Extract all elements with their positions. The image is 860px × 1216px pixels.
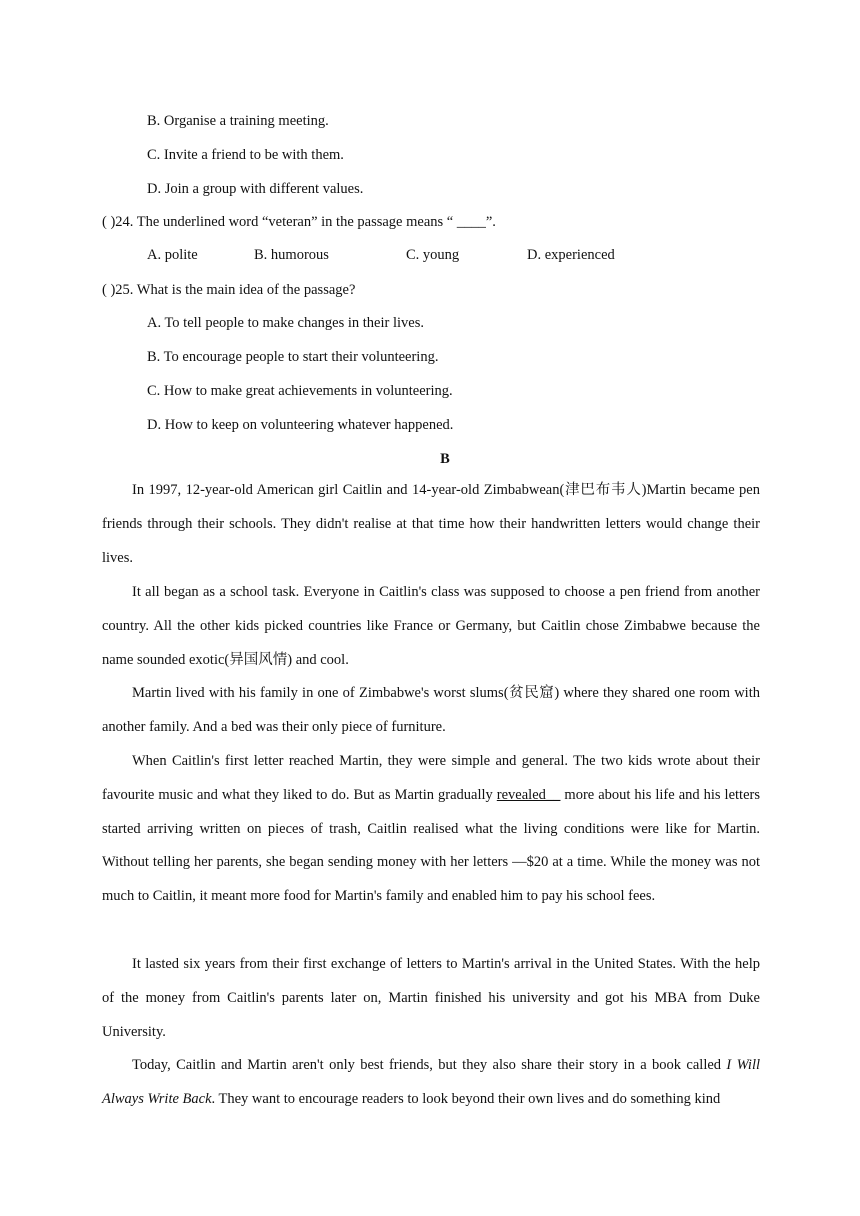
q25-option-d: D. How to keep on volunteering whatever happened.: [147, 417, 454, 433]
paragraph-3: Martin lived with his family in one of Zimbabwe's worst slums(贫民窟) where they shared one room with another family. And a bed was their only piece of furniture.: [102, 685, 760, 735]
q23-option-b: B. Organise a training meeting.: [147, 113, 329, 129]
q25-stem: ( )25. What is the main idea of the passage?: [102, 282, 356, 298]
q24-option-d: D. experienced: [527, 247, 615, 263]
paragraph-5: It lasted six years from their first exchange of letters to Martin's arrival in the United States. With the help of the money from Caitlin's parents later on, Martin finished his university and got his MBA from Duke University.: [102, 956, 760, 1040]
q24-option-a: A. polite: [147, 247, 198, 263]
paragraph-6: [102, 1049, 760, 1117]
book-title: I Will Always Write Back: [102, 1057, 760, 1107]
q25-option-a: A. To tell people to make changes in their lives.: [147, 315, 424, 331]
paragraph-4: [102, 745, 760, 914]
underlined-word: revealed__: [496, 786, 561, 803]
q24-option-c: C. young: [406, 247, 460, 263]
paragraph-6-text-start: Today, Caitlin and Martin aren't only best friends, but they also share their story in a book called: [132, 1057, 727, 1073]
q23-option-c: C. Invite a friend to be with them.: [147, 147, 344, 163]
paragraph-4-text-start: When Caitlin's first letter reached Martin, they were simple and general. The two kids wrote about their favourite music and what they liked to do. But as Martin gradually: [102, 753, 760, 803]
q24-option-b: B. humorous: [254, 247, 329, 263]
section-title: B: [440, 451, 450, 467]
q24-stem: ( )24. The underlined word “veteran” in the passage means “ ____”.: [102, 214, 496, 230]
q25-option-b: B. To encourage people to start their volunteering.: [147, 349, 439, 365]
paragraph-2: It all began as a school task. Everyone in Caitlin's class was supposed to choose a pen friend from another country. All the other kids picked countries like France or Germany, but Caitlin chose Zimbabwe because the name sounded exotic(异国风情) and cool.: [102, 584, 760, 668]
paragraph-1: In 1997, 12-year-old American girl Caitlin and 14-year-old Zimbabwean(津巴布韦人)Martin became pen friends through their schools. They didn't realise at that time how their handwritten letters would change their lives.: [102, 482, 760, 566]
q23-option-d: D. Join a group with different values.: [147, 181, 364, 197]
paragraph-4-text-end: more about his life and his letters started arriving written on pieces of trash, Caitlin realised what the living conditions were like for Martin. Without telling her parents, she began sending money with her letters —$20 at a time. While the money was not much to Caitlin, it meant more food for Martin's family and enabled him to pay his school fees.: [102, 786, 760, 905]
paragraph-6-text-end: . They want to encourage readers to look beyond their own lives and do something kind: [211, 1090, 721, 1107]
q25-option-c: C. How to make great achievements in volunteering.: [147, 383, 453, 399]
